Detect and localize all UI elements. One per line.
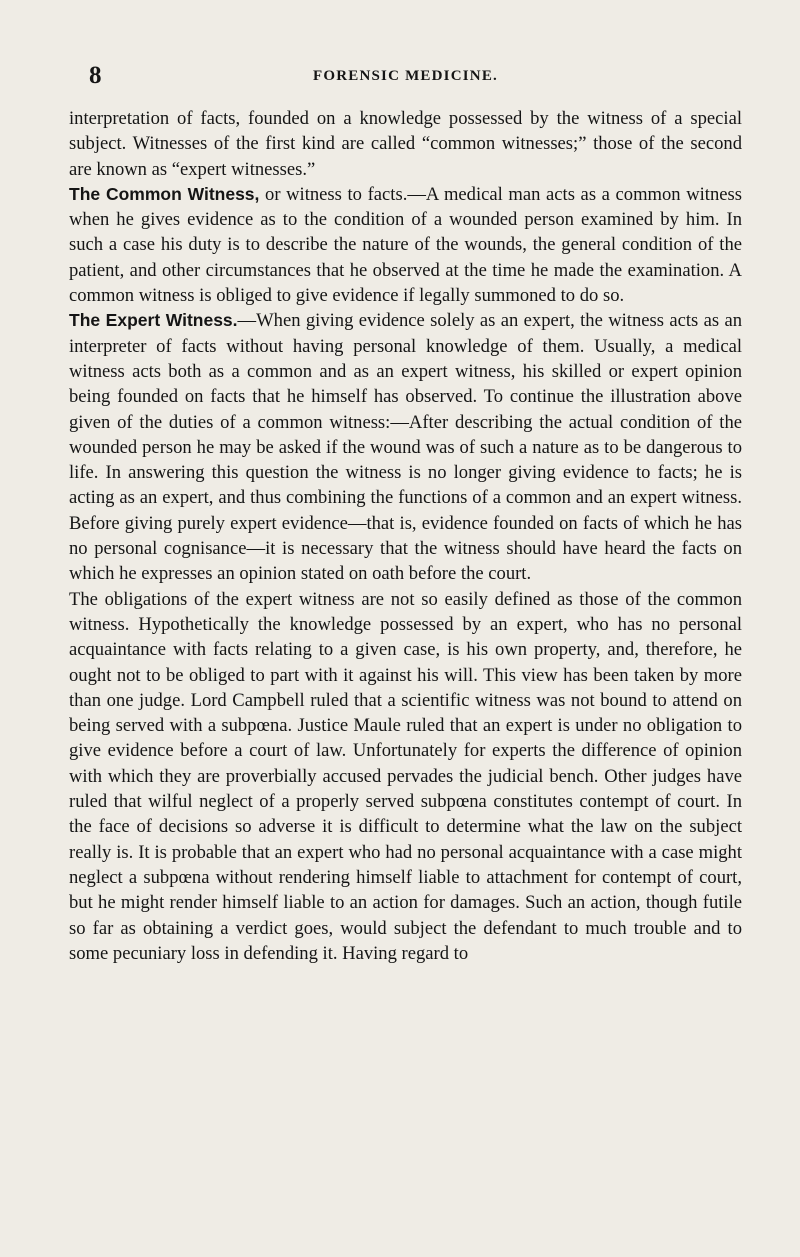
running-title: FORENSIC MEDICINE. — [313, 68, 498, 84]
paragraph-common-witness — [69, 182, 742, 308]
page-number: 8 — [89, 62, 102, 89]
body-text — [69, 106, 742, 966]
section-heading-expert-witness: The Expert Witness. — [69, 310, 238, 331]
section-heading-common-witness: The Common Witness, — [69, 183, 260, 204]
paragraph-intro — [69, 106, 742, 182]
paragraph-text: or witness to facts.—A medical man acts as a common witness when he gives evidence as to the condition of a wounded person examined by him. In such a case his duty is to describe the nature of the wounds, the general condition of the patient, and other circumstances that he observed at the time he made the examination. A common witness is obliged to give evidence if legally summoned to do so. — [69, 183, 742, 307]
running-header — [69, 60, 742, 92]
paragraph-text: —When giving evidence solely as an expert, the witness acts as an interpreter of facts without having personal knowledge of them. Usually, a medical witness acts both as a common and as an expert witness, his skilled or expert opinion being founded on facts that he himself has observed. To continue the illustration above given of the duties of a common witness:—After describing the actual condition of the wounded person he may be asked if the wound was of such a nature as to be dangerous to life. In answering this question the witness is no longer giving evidence to facts; he is acting as an expert, and thus combining the functions of a common and an expert witness. Before giving purely expert evidence—that is, evidence founded on facts of which he has no personal cognisance—it is necessary that the witness should have heard the facts on which he expresses an opinion stated on oath before the court. — [69, 310, 742, 585]
paragraph-obligations — [69, 587, 742, 966]
paragraph-text: The obligations of the expert witness are not so easily defined as those of the common witness. Hypothetically the knowledge possessed by an expert, who has no personal acquaintance with facts relating to a given case, is his own property, and, therefore, he ought not to be obliged to part with it against his will. This view has been taken by more than one judge. Lord Campbell ruled that a scientific witness was not bound to attend on being served with a subpœna. Justice Maule ruled that an expert is under no obligation to give evidence before a court of law. Unfortunately for experts the difference of opinion with which they are proverbially accused pervades the judicial bench. Other judges have ruled that wilful neglect of a properly served subpœna constitutes contempt of court. In the face of decisions so adverse it is difficult to determine what the law on the subject really is. It is probable that an expert who had no personal acquaintance with a case might neglect a subpœna without rendering himself liable to attachment for contempt of court, but he might render himself liable to an action for damages. Such an action, though futile so far as obtaining a verdict goes, would subject the defendant to much trouble and to some pecuniary loss in defending it. Having regard to — [69, 588, 742, 964]
paragraph-text: interpretation of facts, founded on a knowledge possessed by the witness of a special subject. Witnesses of the first kind are called “common witnesses;” those of the second are known as “expert witnesses.” — [69, 108, 742, 180]
paragraph-expert-witness — [69, 308, 742, 586]
